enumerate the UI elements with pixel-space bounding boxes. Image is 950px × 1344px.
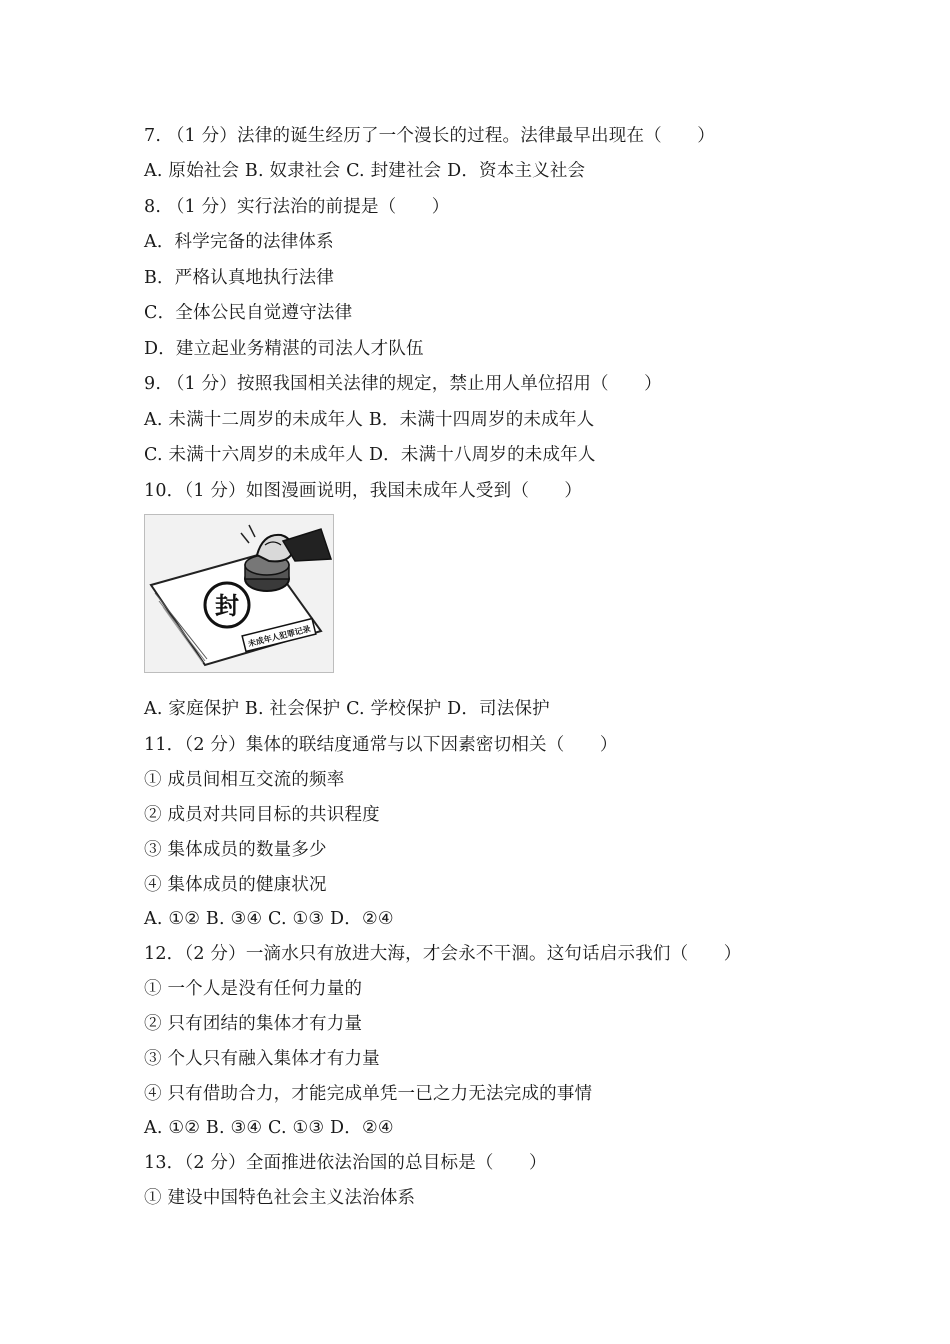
q7-stem: 7. （1 分）法律的诞生经历了一个漫长的过程。法律最早出现在（ ） (144, 126, 715, 146)
q11-statement-2: ② 成员对共同目标的共识程度 (144, 805, 380, 825)
q10-options: A. 家庭保护 B. 社会保护 C. 学校保护 D．司法保护 (144, 699, 550, 719)
q11-options: A. ①② B. ③④ C. ①③ D．②④ (144, 909, 394, 929)
q11-statement-3: ③ 集体成员的数量多少 (144, 840, 327, 860)
q11-statement-4: ④ 集体成员的健康状况 (144, 875, 327, 895)
q11-statement-1: ① 成员间相互交流的频率 (144, 770, 345, 790)
q12-statement-3: ③ 个人只有融入集体才有力量 (144, 1049, 380, 1069)
q8-stem: 8. （1 分）实行法治的前提是（ ） (144, 197, 450, 217)
q9-options-ab: A. 未满十二周岁的未成年人 B．未满十四周岁的未成年人 (144, 410, 595, 430)
q12-statement-1: ① 一个人是没有任何力量的 (144, 979, 363, 999)
q8-option-b: B．严格认真地执行法律 (144, 268, 335, 288)
q13-statement-1: ① 建设中国特色社会主义法治体系 (144, 1188, 416, 1208)
q10-cartoon-figure (144, 514, 334, 673)
q10-stem: 10．（1 分）如图漫画说明，我国未成年人受到（ ） (144, 481, 583, 501)
q9-stem: 9. （1 分）按照我国相关法律的规定，禁止用人单位招用（ ） (144, 374, 662, 394)
q8-option-a: A．科学完备的法律体系 (144, 232, 334, 252)
q7-options: A. 原始社会 B. 奴隶社会 C. 封建社会 D．资本主义社会 (144, 161, 586, 181)
q12-statement-4: ④ 只有借助合力，才能完成单凭一已之力无法完成的事情 (144, 1084, 593, 1104)
q9-options-cd: C. 未满十六周岁的未成年人 D．未满十八周岁的未成年人 (144, 445, 596, 465)
q8-option-c: C．全体公民自觉遵守法律 (144, 303, 353, 323)
cartoon-illustration (145, 515, 333, 672)
q11-stem: 11．（2 分）集体的联结度通常与以下因素密切相关（ ） (144, 735, 618, 755)
q12-statement-2: ② 只有团结的集体才有力量 (144, 1014, 363, 1034)
q13-stem: 13．（2 分）全面推进依法治国的总目标是（ ） (144, 1153, 547, 1173)
q12-options: A. ①② B. ③④ C. ①③ D．②④ (144, 1118, 394, 1138)
seal-character: 封 (215, 591, 239, 620)
q8-option-d: D．建立起业务精湛的司法人才队伍 (144, 339, 424, 359)
q12-stem: 12．（2 分）一滴水只有放进大海，才会永不干涸。这句话启示我们（ ） (144, 944, 742, 964)
book-title: 未成年人犯罪记录 (247, 624, 312, 649)
